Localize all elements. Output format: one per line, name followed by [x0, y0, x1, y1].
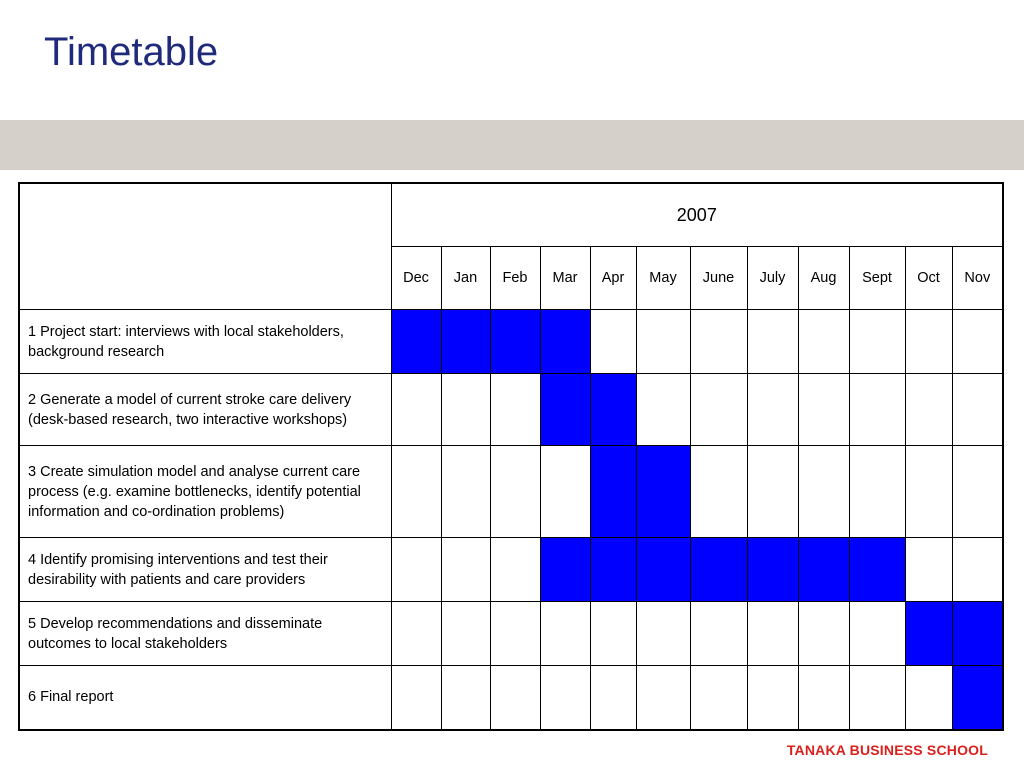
- schedule-cell-active: [952, 666, 1003, 730]
- schedule-cell-empty: [905, 666, 952, 730]
- header-band: [0, 120, 1024, 170]
- task-label: 3 Create simulation model and analyse current care process (e.g. examine bottlenecks, identify potential information and co-ordination problems): [19, 446, 391, 538]
- schedule-cell-empty: [905, 310, 952, 374]
- schedule-cell-active: [636, 446, 690, 538]
- schedule-cell-empty: [540, 602, 590, 666]
- month-header-jan: Jan: [441, 247, 490, 310]
- schedule-cell-empty: [849, 666, 905, 730]
- schedule-cell-empty: [490, 538, 540, 602]
- schedule-cell-active: [690, 538, 747, 602]
- schedule-cell-active: [849, 538, 905, 602]
- schedule-cell-empty: [636, 374, 690, 446]
- schedule-cell-empty: [636, 666, 690, 730]
- timetable: [18, 182, 1004, 731]
- schedule-cell-empty: [540, 446, 590, 538]
- schedule-cell-empty: [747, 310, 798, 374]
- schedule-cell-empty: [849, 446, 905, 538]
- schedule-cell-empty: [747, 666, 798, 730]
- schedule-cell-active: [490, 310, 540, 374]
- schedule-cell-empty: [849, 602, 905, 666]
- schedule-cell-active: [391, 310, 441, 374]
- task-label: 5 Develop recommendations and disseminate outcomes to local stakeholders: [19, 602, 391, 666]
- schedule-cell-empty: [441, 602, 490, 666]
- month-header-nov: Nov: [952, 247, 1003, 310]
- schedule-cell-empty: [391, 538, 441, 602]
- schedule-cell-empty: [952, 310, 1003, 374]
- footer-logo: TANAKA BUSINESS SCHOOL: [786, 742, 988, 758]
- schedule-cell-empty: [690, 602, 747, 666]
- schedule-cell-empty: [391, 446, 441, 538]
- schedule-cell-empty: [540, 666, 590, 730]
- schedule-cell-empty: [490, 666, 540, 730]
- schedule-cell-empty: [590, 602, 636, 666]
- schedule-cell-active: [798, 538, 849, 602]
- task-label: 2 Generate a model of current stroke care delivery (desk-based research, two interactive workshops): [19, 374, 391, 446]
- schedule-cell-empty: [690, 374, 747, 446]
- schedule-cell-empty: [441, 374, 490, 446]
- task-row: [19, 310, 1003, 374]
- schedule-cell-empty: [690, 666, 747, 730]
- header-row-year: [19, 183, 1003, 247]
- task-label: 6 Final report: [19, 666, 391, 730]
- month-header-mar: Mar: [540, 247, 590, 310]
- schedule-cell-active: [636, 538, 690, 602]
- schedule-cell-empty: [490, 446, 540, 538]
- schedule-cell-empty: [849, 310, 905, 374]
- schedule-cell-empty: [690, 446, 747, 538]
- task-row: [19, 538, 1003, 602]
- month-header-aug: Aug: [798, 247, 849, 310]
- schedule-cell-empty: [391, 666, 441, 730]
- schedule-cell-empty: [952, 374, 1003, 446]
- header-corner-cell: [19, 183, 391, 310]
- task-row: [19, 374, 1003, 446]
- schedule-cell-active: [540, 310, 590, 374]
- schedule-cell-active: [590, 374, 636, 446]
- schedule-cell-empty: [636, 310, 690, 374]
- task-row: [19, 666, 1003, 730]
- schedule-cell-active: [441, 310, 490, 374]
- schedule-cell-active: [747, 538, 798, 602]
- page-title: Timetable: [44, 30, 219, 74]
- schedule-cell-active: [590, 538, 636, 602]
- schedule-cell-empty: [798, 666, 849, 730]
- schedule-cell-empty: [798, 602, 849, 666]
- month-header-june: June: [690, 247, 747, 310]
- schedule-cell-empty: [905, 538, 952, 602]
- month-header-apr: Apr: [590, 247, 636, 310]
- month-header-sept: Sept: [849, 247, 905, 310]
- schedule-cell-active: [540, 538, 590, 602]
- schedule-cell-empty: [690, 310, 747, 374]
- month-header-may: May: [636, 247, 690, 310]
- schedule-cell-active: [540, 374, 590, 446]
- month-header-dec: Dec: [391, 247, 441, 310]
- schedule-cell-empty: [952, 538, 1003, 602]
- schedule-cell-empty: [441, 666, 490, 730]
- schedule-cell-empty: [490, 602, 540, 666]
- schedule-cell-empty: [441, 446, 490, 538]
- schedule-cell-empty: [391, 602, 441, 666]
- schedule-cell-active: [905, 602, 952, 666]
- year-header: 2007: [391, 183, 1003, 247]
- schedule-cell-empty: [490, 374, 540, 446]
- schedule-cell-empty: [798, 310, 849, 374]
- schedule-cell-empty: [441, 538, 490, 602]
- schedule-cell-active: [590, 446, 636, 538]
- schedule-cell-empty: [905, 446, 952, 538]
- schedule-cell-empty: [952, 446, 1003, 538]
- schedule-cell-empty: [590, 666, 636, 730]
- task-label: 4 Identify promising interventions and test their desirability with patients and care providers: [19, 538, 391, 602]
- schedule-cell-empty: [747, 602, 798, 666]
- schedule-cell-empty: [747, 446, 798, 538]
- schedule-cell-empty: [849, 374, 905, 446]
- month-header-july: July: [747, 247, 798, 310]
- schedule-cell-empty: [391, 374, 441, 446]
- schedule-cell-empty: [798, 446, 849, 538]
- schedule-cell-active: [952, 602, 1003, 666]
- month-header-feb: Feb: [490, 247, 540, 310]
- schedule-cell-empty: [798, 374, 849, 446]
- task-row: [19, 602, 1003, 666]
- schedule-cell-empty: [636, 602, 690, 666]
- schedule-cell-empty: [905, 374, 952, 446]
- month-header-oct: Oct: [905, 247, 952, 310]
- task-row: [19, 446, 1003, 538]
- task-label: 1 Project start: interviews with local stakeholders, background research: [19, 310, 391, 374]
- schedule-cell-empty: [590, 310, 636, 374]
- schedule-cell-empty: [747, 374, 798, 446]
